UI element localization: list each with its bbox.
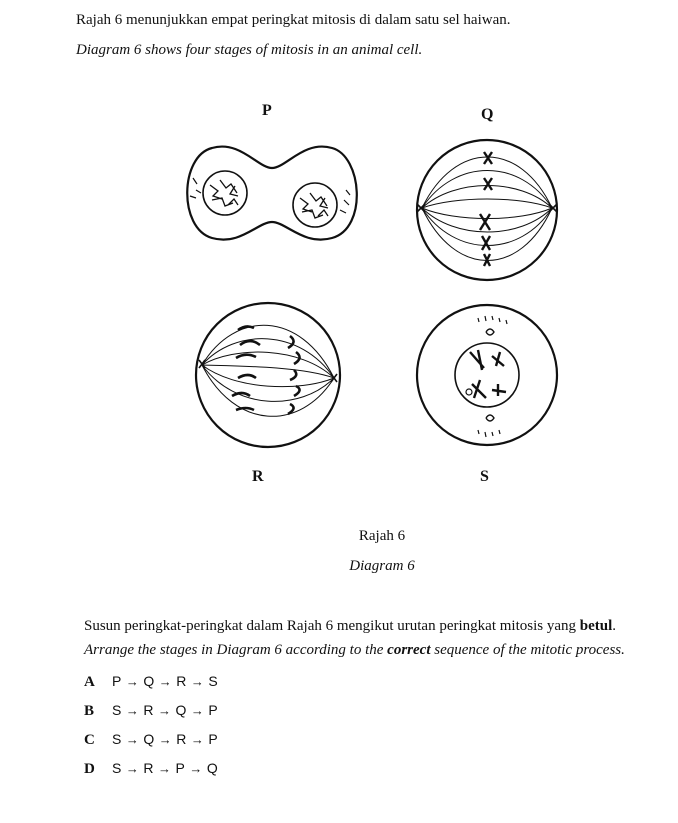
sequence-stage: S [112, 760, 122, 776]
sequence-stage: S [208, 673, 218, 689]
cell-p-telophase [187, 147, 357, 240]
arrow-icon: → [125, 703, 139, 718]
option-sequence [112, 702, 218, 718]
cell-s-prophase [417, 305, 557, 445]
instruction-malay-end: . [612, 618, 616, 634]
option-letter: B [84, 703, 95, 719]
label-r: R [252, 468, 264, 485]
cell-q-metaphase [417, 140, 557, 280]
option-sequence [112, 673, 218, 689]
sequence-stage: P [175, 760, 185, 776]
arrow-icon: → [190, 703, 204, 718]
cell-r-anaphase [196, 303, 340, 447]
sequence-stage: Q [143, 673, 155, 689]
arrow-icon: → [125, 674, 139, 689]
option-a[interactable] [84, 673, 218, 691]
instruction-english-text: Arrange the stages in Diagram 6 according to the [84, 642, 388, 658]
option-sequence [112, 731, 218, 747]
label-s: S [480, 468, 489, 485]
instruction-malay-emphasis: betul [579, 618, 613, 634]
label-q: Q [481, 106, 494, 123]
caption-english [322, 558, 442, 575]
caption-malay: Rajah 6 [358, 528, 406, 544]
arrow-icon: → [157, 761, 171, 776]
instruction-english-end: sequence of the mitotic process. [430, 642, 625, 658]
option-c[interactable] [84, 731, 218, 749]
sequence-stage: Q [206, 760, 218, 776]
arrow-icon: → [190, 674, 204, 689]
question-malay: Rajah 6 menunjukkan empat peringkat mitosis di dalam satu sel haiwan. [76, 12, 511, 28]
arrow-icon: → [158, 674, 172, 689]
option-d[interactable] [84, 760, 218, 778]
instruction-english [84, 642, 625, 659]
instruction-malay-text: Susun peringkat-peringkat dalam Rajah 6 mengikut urutan peringkat mitosis yang [84, 618, 580, 634]
arrow-icon: → [190, 732, 204, 747]
sequence-stage: R [176, 731, 187, 747]
arrow-icon: → [125, 732, 139, 747]
option-letter: D [84, 761, 95, 777]
question-english: Diagram 6 shows four stages of mitosis in an animal cell. [76, 42, 423, 58]
arrow-icon: → [125, 761, 139, 776]
sequence-stage: S [112, 702, 122, 718]
option-letter: C [84, 732, 95, 748]
arrow-icon: → [157, 703, 171, 718]
arrow-icon: → [158, 732, 172, 747]
sequence-stage: R [176, 673, 187, 689]
sequence-stage: Q [143, 731, 155, 747]
option-letter: A [84, 674, 95, 690]
sequence-stage: S [112, 731, 122, 747]
label-p: P [262, 102, 272, 119]
caption-english-text: Diagram 6 [349, 558, 415, 574]
option-b[interactable] [84, 702, 218, 720]
instruction-malay [84, 618, 616, 635]
sequence-stage: P [208, 702, 218, 718]
sequence-stage: R [143, 760, 154, 776]
option-sequence [112, 760, 218, 776]
sequence-stage: R [143, 702, 154, 718]
instruction-english-emphasis: correct [387, 642, 431, 658]
sequence-stage: P [208, 731, 218, 747]
sequence-stage: P [112, 673, 122, 689]
arrow-icon: → [189, 761, 203, 776]
sequence-stage: Q [175, 702, 187, 718]
